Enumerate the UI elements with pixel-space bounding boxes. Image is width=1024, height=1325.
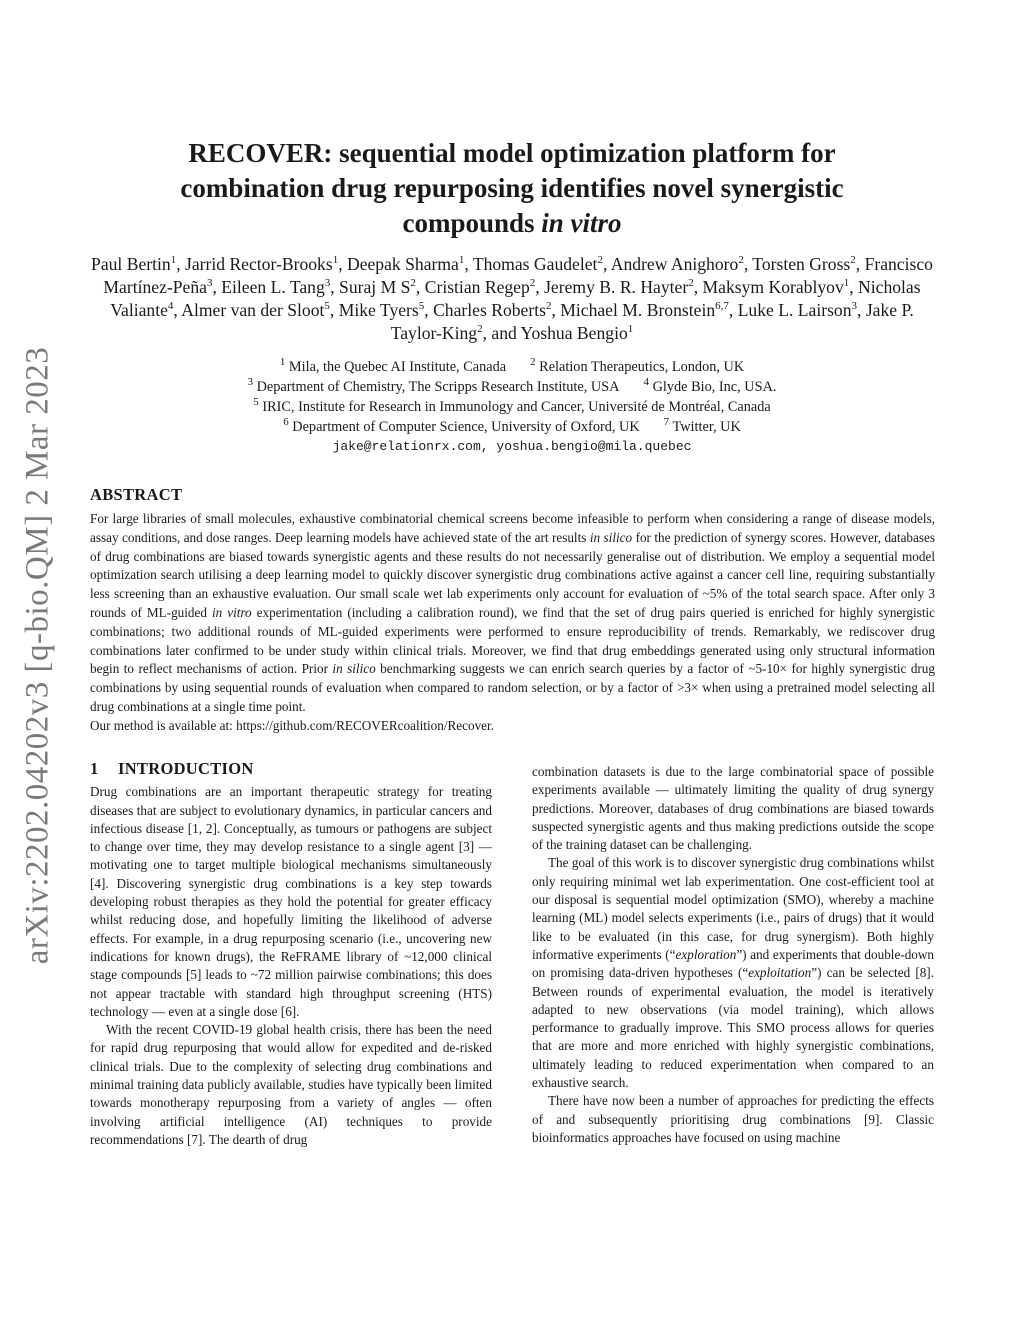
author-separator: , (535, 277, 545, 297)
author-name: Cristian Regep (424, 277, 530, 297)
abstract-italic: in silico (332, 661, 376, 677)
author-affiliation-marker: 1 (627, 323, 634, 336)
author-separator: , (602, 254, 611, 274)
affiliations (90, 357, 934, 457)
author-separator: , (176, 254, 185, 274)
author-separator: , (173, 300, 182, 320)
intro-paragraph-4 (532, 854, 934, 1092)
paper-title (90, 136, 934, 241)
author-name: Maksym Korablyov (702, 277, 844, 297)
author-affiliation-marker: 1 (843, 277, 850, 290)
author-affiliation-marker: 2 (545, 300, 552, 313)
author-affiliation-marker: 4 (167, 300, 174, 313)
author-name: Michael M. Bronstein (560, 300, 716, 320)
author-separator: , (330, 277, 340, 297)
affiliation-marker: 1 (279, 356, 286, 369)
arxiv-stamp (10, 330, 66, 980)
author-name: Jarrid Rector-Brooks (184, 254, 333, 274)
author-affiliation-marker: 2 (477, 323, 483, 336)
author-affiliation-marker: 5 (324, 300, 330, 313)
affiliation-mila: Mila, the Quebec AI Institute, Canada (288, 359, 507, 375)
paragraph-italic: exploration (675, 946, 737, 962)
intro-paragraph-3: combination datasets is due to the large combinatorial space of possible experiments available — ultimately limiting the quality of drug synergy predictions. Moreover, databases of drug combinations are biased towards suspected synergistic agents and thus making predictions outside the scope of the training dataset can be challenging. (532, 764, 934, 853)
affiliation-oxford: Department of Computer Science, University of Oxford, UK (292, 419, 640, 435)
author-separator: , (551, 300, 561, 320)
abstract-paragraph (90, 510, 935, 717)
author-separator: , (849, 277, 859, 297)
author-separator: , (693, 277, 703, 297)
author-separator: , (338, 254, 347, 274)
author-name: Yoshua Bengio (520, 323, 628, 343)
author-name: Mike Tyers (338, 300, 419, 320)
author-name: Paul Bertin (91, 254, 171, 274)
paragraph-text: ”) and experiments that double-down on promising data-driven hypotheses (“ (532, 946, 934, 981)
author-name: Torsten Gross (752, 254, 851, 274)
author-separator: , and (482, 323, 521, 343)
author-separator: , (212, 277, 222, 297)
author-name: Charles Roberts (433, 300, 546, 320)
intro-paragraph-2: With the recent COVID-19 global health crisis, there has been the need for rapid drug repurposing that would allow for expedited and de-risked clinical trials. Due to the complexity of selecting drug combinations and minimal training data publicly available, studies have typically been limited towards monotherapy repurposing from a variety of angles — often involving artificial intelligence (AI) techniques to provide recommendations [7]. The dearth of drug (90, 1022, 492, 1147)
author-affiliation-marker: 3 (206, 277, 213, 290)
author-name: Francisco Martínez-Peña (103, 254, 933, 297)
author-name: Andrew Anighoro (610, 254, 739, 274)
author-list (90, 253, 934, 345)
affiliation-glyde: Glyde Bio, Inc, USA. (652, 379, 777, 395)
affiliation-scripps: Department of Chemistry, The Scripps Research Institute, USA (256, 379, 620, 395)
intro-paragraph-1: Drug combinations are an important therapeutic strategy for treating diseases that are subject to evolutionary dynamics, in particular cancers and infectious disease [1, 2]. Conceptually, as tumours or pathogens are subject to change over time, they may develop resistance to a single agent [3] — motivating one to target multiple biological mechanisms simultaneously [4]. Discovering synergistic drug combinations is a key step towards developing robust therapies as they hold the potential for greater efficacy whilst reducing dose, and hopefully limiting the likelihood of adverse effects. For example, in a drug repurposing scenario (i.e., uncovering new indications for known drugs), the ReFRAME library of ~12,000 clinical stage compounds [5] leads to ~72 million pairwise combinations; this does not appear tractable with standard high throughput screening (HTS) technology — even at a single dose [6]. (90, 784, 492, 1019)
title-line-1: RECOVER: sequential model optimization platform for (188, 138, 836, 168)
author-affiliation-marker: 2 (850, 254, 856, 267)
author-separator: , (728, 300, 738, 320)
author-name: Almer van der Sloot (181, 300, 325, 320)
abstract-text: For large libraries of small molecules, exhaustive combinatorial chemical screens become infeasible to perform when considering a range of disease models, assay conditions, and dose ranges. Deep learning models have achieved state of the art results (90, 511, 935, 545)
author-affiliation-marker: 6,7 (715, 300, 729, 313)
abstract-text: benchmarking suggests we can enrich search queries by a factor of ~5-10× for highly synergistic drug combinations by using sequential rounds of evaluation when compared to random selection, or by a factor of >3× when using a pretrained model selecting all drug combinations at a single time point. (90, 661, 935, 714)
affiliation-marker: 2 (530, 356, 536, 369)
right-column (532, 763, 934, 1147)
affiliation-relation: Relation Therapeutics, London, UK (539, 359, 745, 375)
section-heading-introduction (90, 760, 492, 778)
author-name: Thomas Gaudelet (472, 254, 598, 274)
arxiv-identifier: arXiv:2202.04202v3 [q-bio.QM] 2 Mar 2023 (19, 346, 56, 964)
paragraph-text: The goal of this work is to discover synergistic drug combinations whilst only requiring minimal wet lab experimentation. One cost-efficient tool at our disposal is sequential model optimization (SMO), whereby a machine learning (ML) model selects experiments (i.e., pairs of drugs) that it would like to be evaluated (in this case, for drug synergism). Both highly informative experiments (“ (532, 855, 934, 962)
author-separator: , (415, 277, 425, 297)
abstract-italic: in silico (589, 529, 633, 545)
author-separator: , (424, 300, 434, 320)
affiliation-iric: IRIC, Institute for Research in Immunology and Cancer, Université de Montréal, Canada (262, 399, 771, 415)
author-affiliation-marker: 2 (688, 277, 694, 290)
section-title: INTRODUCTION (118, 759, 254, 778)
abstract-text: experimentation (including a calibration round), we find that the set of drug pairs queried is enriched for highly synergistic combinations; two additional rounds of ML-guided experiments were performed to ensure reproducibility of trends. Remarkably, we rediscover drug combinations later confirmed to be under study within clinical trials. Moreover, we find that drug embeddings generated using only structural information begin to reflect mechanisms of action. Prior (90, 604, 935, 677)
author-affiliation-marker: 3 (324, 277, 331, 290)
author-name: Eileen L. Tang (221, 277, 325, 297)
paragraph-text: ”) can be selected [8]. Between rounds of experimental evaluation, the model is iteratively adapted to new observations (via model training), which allows performance to gradually improve. This SMO process allows for queries that are more and more enriched with highly synergistic combinations, ultimately leading to reduced experimentation when compared to an exhaustive search. (532, 965, 934, 1091)
code-availability: Our method is available at: https://github.com/RECOVERcoalition/Recover. (90, 717, 494, 733)
author-affiliation-marker: 1 (458, 254, 465, 267)
title-line-2: combination drug repurposing identifies novel synergistic (180, 173, 844, 203)
author-separator: , (855, 254, 865, 274)
affiliation-row-1 (90, 357, 934, 377)
abstract-heading: ABSTRACT (90, 485, 183, 504)
affiliation-marker: 5 (253, 396, 259, 409)
author-separator: , (329, 300, 339, 320)
paragraph-italic: exploitation (748, 965, 812, 981)
author-name: Nicholas Valiante (110, 277, 921, 320)
affiliation-row-4 (90, 417, 934, 437)
author-name: Deepak Sharma (346, 254, 459, 274)
title-line-3-italic: in vitro (541, 208, 622, 238)
abstract-text: for the prediction of synergy scores. However, databases of drug combinations are biased towards synergistic agents and these results do not necessarily generalise out of distribution. We employ a sequential model optimization search utilising a deep learning model to quickly discover synergistic drug combinations active against a cancer cell line, requiring substantially less screening than an exhaustive evaluation. Our small scale wet lab experiments only account for evaluation of ~5% of the total search space. After only 3 rounds of ML-guided (90, 529, 935, 620)
affiliation-marker: 4 (643, 376, 649, 389)
section-number: 1 (90, 759, 99, 778)
author-affiliation-marker: 2 (529, 277, 536, 290)
intro-paragraph-5: There have now been a number of approaches for predicting the effects of and subsequently prioritising drug combinations [9]. Classic bioinformatics approaches have focused on using machine (532, 1093, 934, 1145)
author-affiliation-marker: 5 (418, 300, 425, 313)
author-separator: , (857, 300, 866, 320)
title-line-3: compounds (402, 208, 542, 238)
author-affiliation-marker: 3 (851, 300, 858, 313)
author-name: Luke L. Lairson (737, 300, 852, 320)
author-separator: , (743, 254, 753, 274)
left-column (90, 760, 492, 1149)
author-affiliation-marker: 1 (332, 254, 339, 267)
author-name: Suraj M S (339, 277, 411, 297)
contact-emails: jake@relationrx.com, yoshua.bengio@mila.quebec (332, 439, 692, 454)
author-name: Jeremy B. R. Hayter (544, 277, 689, 297)
affiliation-row-3 (90, 397, 934, 417)
abstract-italic: in vitro (211, 604, 252, 620)
author-affiliation-marker: 2 (410, 277, 416, 290)
author-affiliation-marker: 2 (597, 254, 603, 267)
author-separator: , (464, 254, 473, 274)
affiliation-row-2 (90, 377, 934, 397)
author-affiliation-marker: 1 (170, 254, 177, 267)
affiliation-marker: 3 (247, 376, 253, 389)
affiliation-marker: 6 (283, 416, 289, 429)
author-affiliation-marker: 2 (738, 254, 744, 267)
abstract-body (90, 510, 935, 736)
affiliation-twitter: Twitter, UK (672, 419, 741, 435)
affiliation-marker: 7 (663, 416, 670, 429)
author-name: Jake P. Taylor-King (390, 300, 914, 343)
